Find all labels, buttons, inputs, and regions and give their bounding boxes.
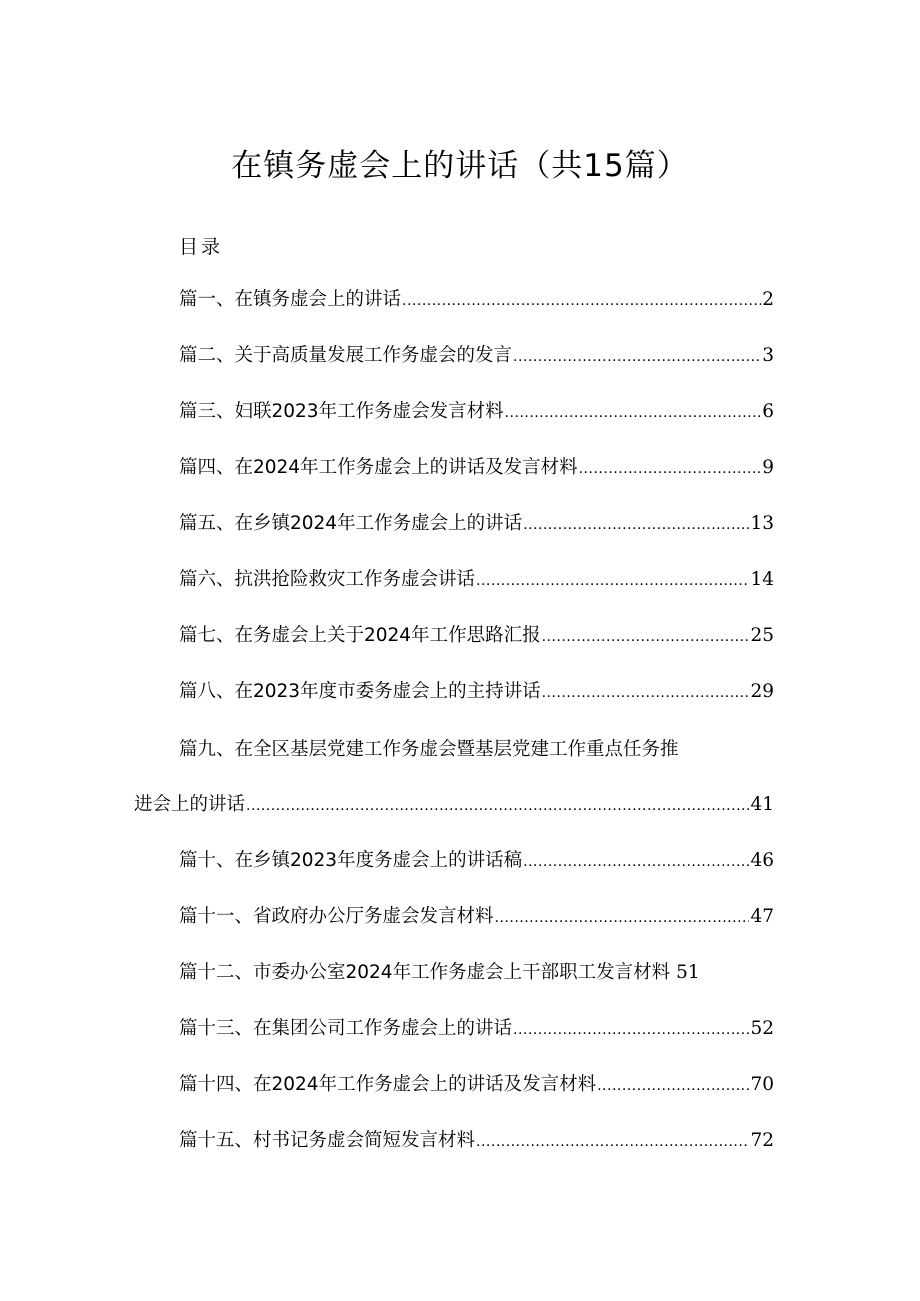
document-title: 在镇务虚会上的讲话（共15篇） <box>231 148 689 184</box>
toc-entry-page: 14 <box>750 569 774 590</box>
toc-entry[interactable] <box>179 508 774 540</box>
toc-entry-page: 41 <box>750 794 774 815</box>
toc-leader-dots <box>246 790 749 822</box>
toc-entry-page: 46 <box>750 850 774 871</box>
toc-entry[interactable] <box>179 676 774 708</box>
toc-entry-label: 篇四、在2024年工作务虚会上的讲话及发言材料 <box>179 457 578 478</box>
toc-entry-label: 篇八、在2023年度市委务虚会上的主持讲话 <box>179 681 541 702</box>
toc-entry-page: 13 <box>750 513 774 534</box>
toc-entry[interactable] <box>179 396 774 428</box>
toc-entry-label: 篇十、在乡镇2023年度务虚会上的讲话稿 <box>179 850 523 871</box>
toc-entry[interactable] <box>134 789 774 821</box>
toc-entry[interactable] <box>179 1069 774 1101</box>
toc-entry-page: 47 <box>750 906 774 927</box>
toc-entry[interactable] <box>179 957 700 989</box>
toc-entry[interactable] <box>179 564 774 596</box>
toc-leader-dots <box>542 621 750 653</box>
toc-leader-dots <box>579 453 762 485</box>
toc-entry[interactable] <box>179 901 774 933</box>
toc-entry-label: 篇十二、市委办公室2024年工作务虚会上干部职工发言材料 <box>179 962 671 983</box>
toc-entry-label-line2: 进会上的讲话 <box>134 794 246 815</box>
toc-entry-label: 篇六、抗洪抢险救灾工作务虚会讲话 <box>179 569 476 590</box>
toc-leader-dots <box>495 902 750 934</box>
toc-entry-page: 3 <box>762 345 774 366</box>
toc-entry-label: 篇十四、在2024年工作务虚会上的讲话及发言材料 <box>179 1074 597 1095</box>
toc-leader-dots <box>523 846 749 878</box>
toc-entry[interactable] <box>179 620 774 652</box>
toc-entry-label: 篇七、在务虚会上关于2024年工作思路汇报 <box>179 625 541 646</box>
toc-entry-label: 篇十五、村书记务虚会简短发言材料 <box>179 1130 476 1151</box>
toc-entry-label: 篇十一、省政府办公厅务虚会发言材料 <box>179 906 494 927</box>
toc-entry-page: 52 <box>750 1018 774 1039</box>
toc-entry-page: 25 <box>750 625 774 646</box>
toc-entry-label-line1[interactable]: 篇九、在全区基层党建工作务虚会暨基层党建工作重点任务推 <box>179 739 679 760</box>
toc-leader-dots <box>542 677 750 709</box>
toc-heading: 目录 <box>179 236 224 258</box>
toc-leader-dots <box>523 509 749 541</box>
toc-entry-label: 篇五、在乡镇2024年工作务虚会上的讲话 <box>179 513 523 534</box>
toc-entry-label: 篇二、关于高质量发展工作务虚会的发言 <box>179 345 513 366</box>
toc-entry[interactable] <box>179 1013 774 1045</box>
toc-leader-dots <box>505 397 762 429</box>
toc-entry-page: 9 <box>762 457 774 478</box>
toc-entry-label: 篇三、妇联2023年工作务虚会发言材料 <box>179 401 504 422</box>
toc-entry[interactable] <box>179 284 774 316</box>
toc-entry-page: 29 <box>750 681 774 702</box>
toc-leader-dots <box>402 285 761 317</box>
toc-entry-label: 篇一、在镇务虚会上的讲话 <box>179 289 402 310</box>
toc-leader-dots <box>476 565 749 597</box>
toc-entry[interactable] <box>179 1125 774 1157</box>
toc-leader-dots <box>597 1070 749 1102</box>
toc-leader-dots <box>513 341 761 373</box>
toc-entry-page: 2 <box>762 289 774 310</box>
toc-entry[interactable] <box>179 452 774 484</box>
toc-leader-dots <box>513 1014 749 1046</box>
toc-leader-dots <box>476 1126 749 1158</box>
toc-entry-label: 篇十三、在集团公司工作务虚会上的讲话 <box>179 1018 513 1039</box>
toc-entry-page: 51 <box>676 962 700 983</box>
toc-entry-page: 6 <box>762 401 774 422</box>
toc-entry-page: 70 <box>750 1074 774 1095</box>
toc-entry[interactable] <box>179 845 774 877</box>
toc-entry[interactable] <box>179 340 774 372</box>
toc-entry-page: 72 <box>750 1130 774 1151</box>
